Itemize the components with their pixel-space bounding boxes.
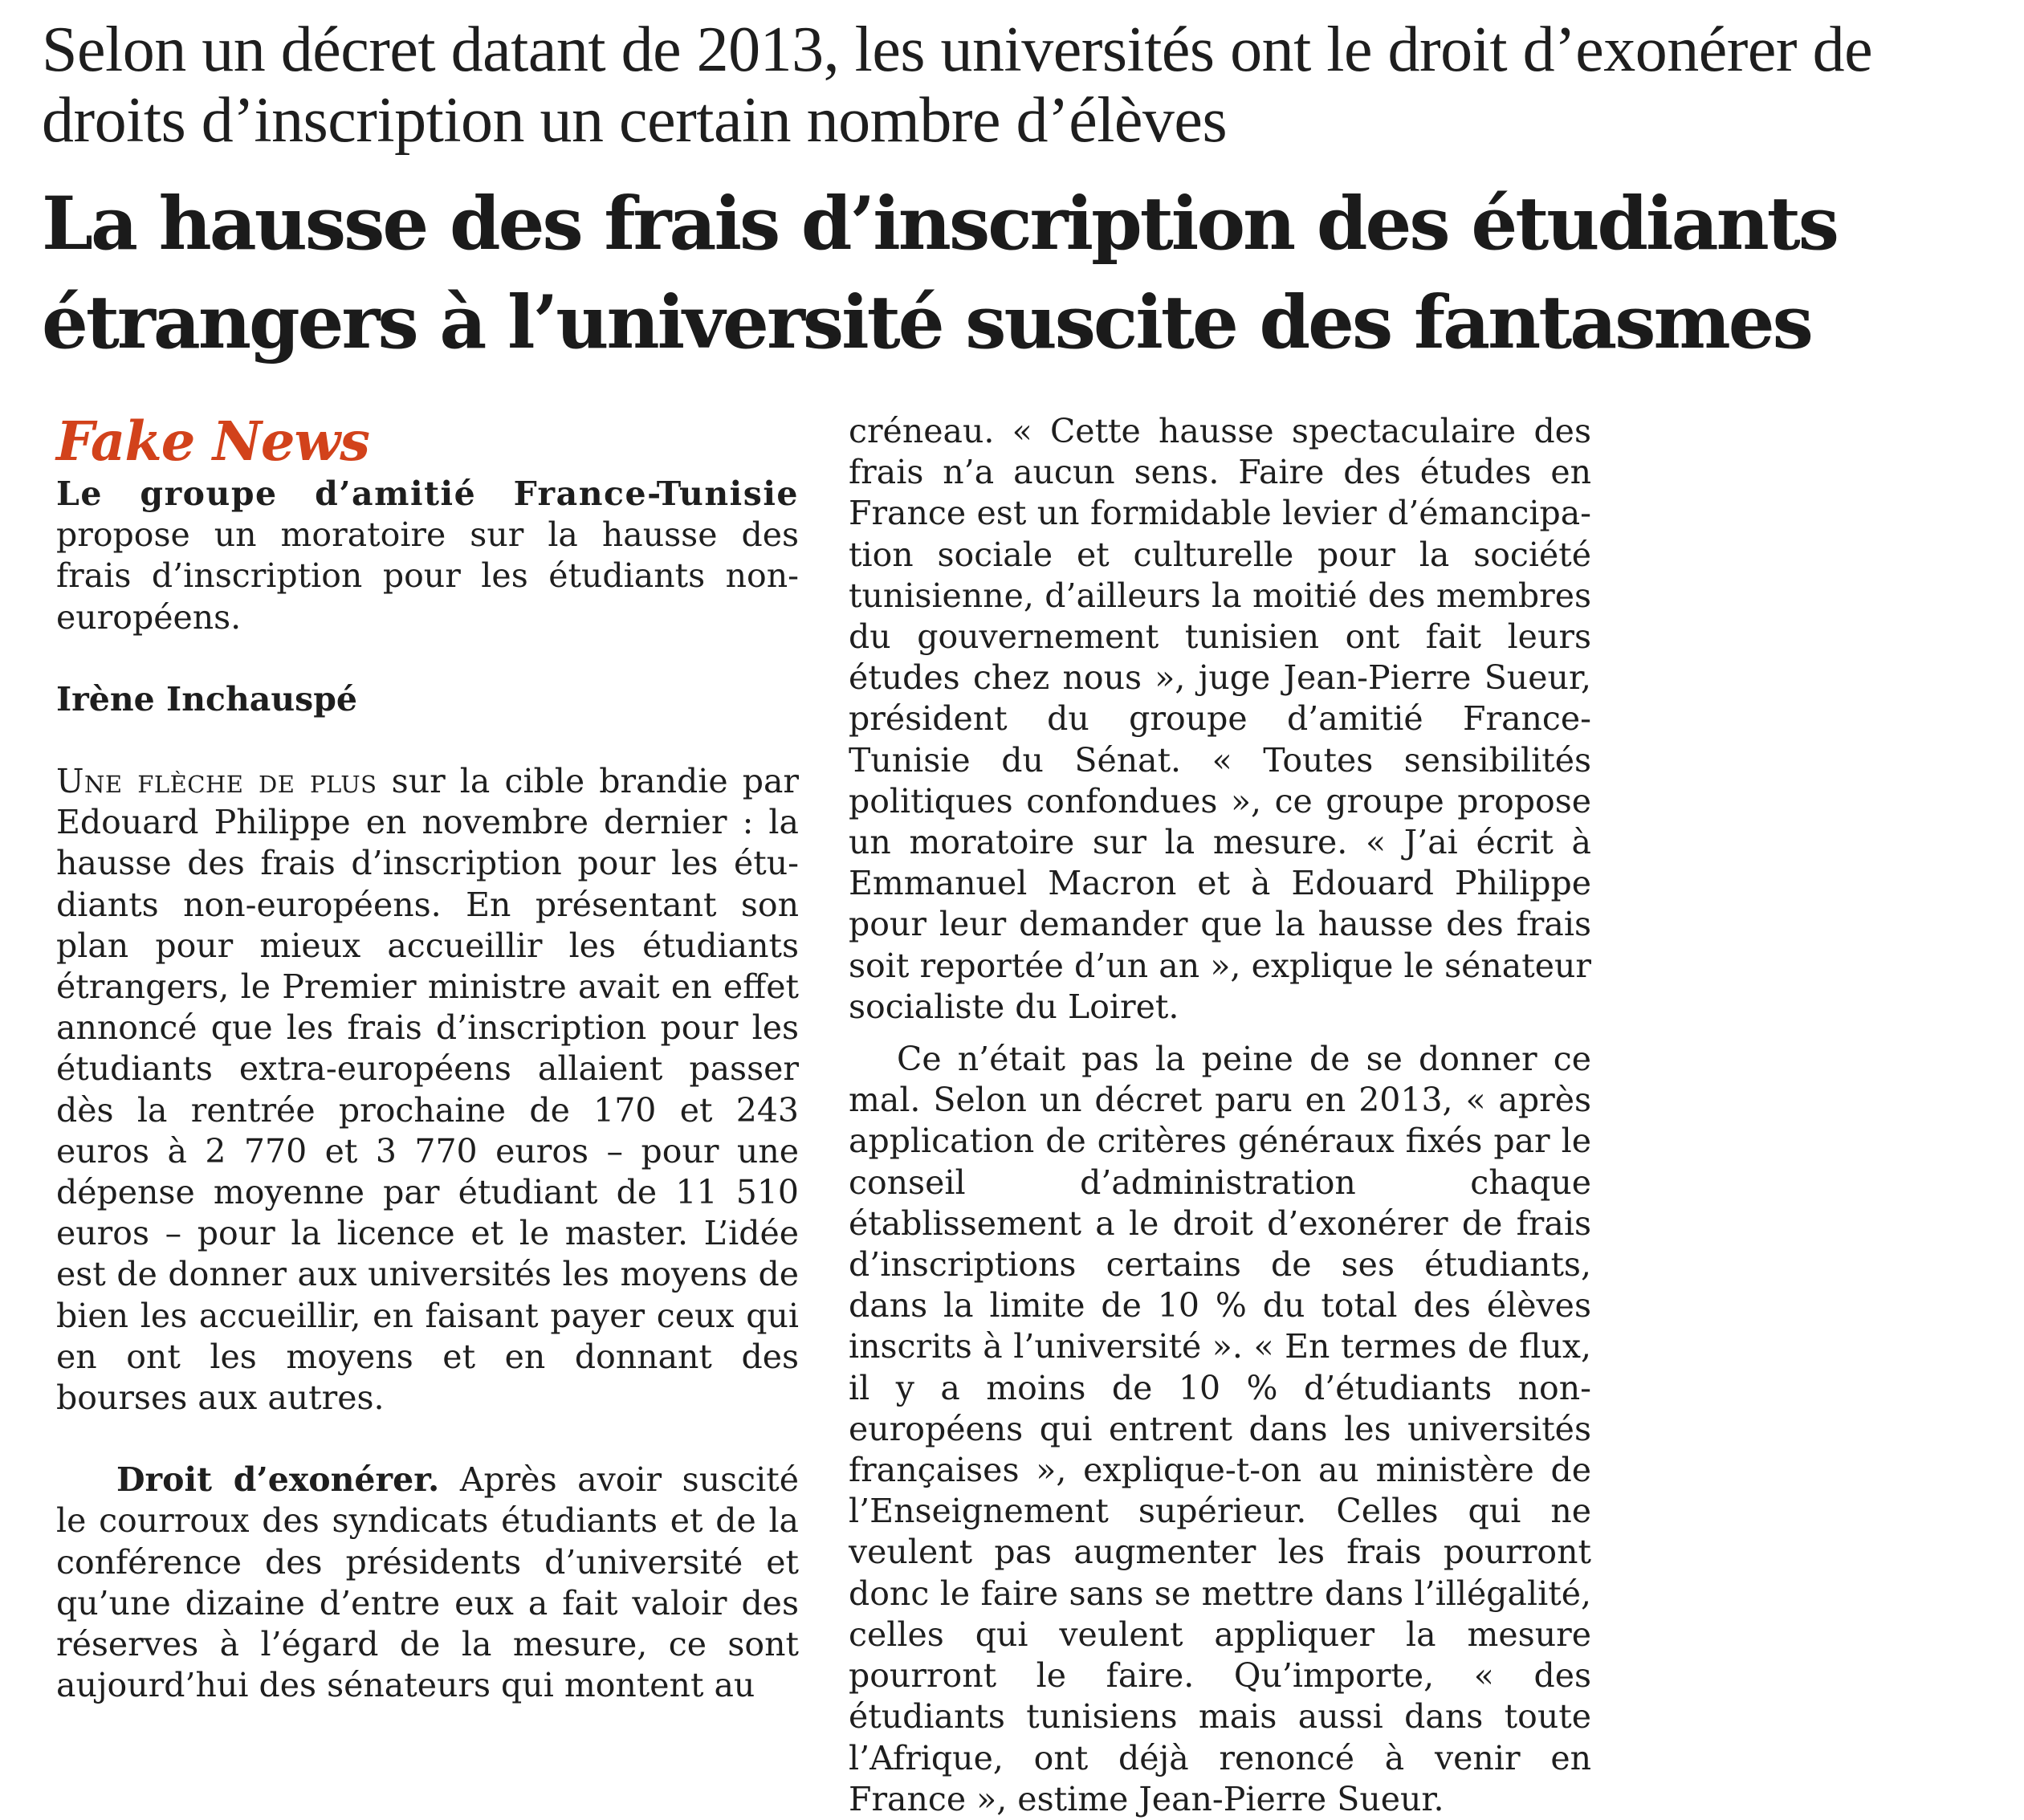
article-kicker: Selon un décret datant de 2013, les universités ont le droit d’exonérer de droits d’inscription un certain nombre d’élèves	[42, 14, 1873, 156]
body-paragraph-3: Ce n’était pas la peine de se donner ce mal. Selon un décret paru en 2013, « après application de critères généraux fixés par le conseil d’administration chaque établissement a le droit d’exonérer de frais d’inscriptions certains de ses étudiants, dans la limite de 10 % du total des élèves inscrits à l’université ». « En termes de flux, il y a moins de 10 % d’étudiants non-européens qui entrent dans les universités françaises », explique-t-on au ministère de l’Enseignement supérieur. Celles qui ne veulent pas augmenter les frais pourront donc le faire sans se mettre dans l’illégalité, celles qui veulent appliquer la mesure pourront le faire. Qu’importe, « des étudiants tunisiens mais aussi dans toute l’Afrique, ont déjà renoncé à venir en France », estime Jean-Pierre Sueur.	[849, 1040, 1591, 1818]
article-column-left	[56, 409, 799, 1706]
standfirst-text: propose un moratoire sur la hausse des frais d’inscription pour les étudiants non-européens.	[56, 515, 799, 637]
body-paragraph-2-text-part-2: créneau. « Cette hausse spectaculaire des frais n’a aucun sens. Faire des études en France est un formidable levier d’émancipation sociale et culturelle pour la société tunisienne, d’ailleurs la moitié des membres du gouvernement tunisien ont fait leurs études chez nous », juge Jean-Pierre Sueur, président du groupe d’amitié France-Tunisie du Sénat. « Toutes sensibilités politiques confondues », ce groupe propose un moratoire sur la mesure. « J’ai écrit à Emmanuel Macron et à Edouard Philippe pour leur demander que la hausse des frais soit reportée d’un an », explique le sénateur socialiste du Loiret.	[849, 412, 1591, 1026]
article-byline: Irène Inchauspé	[56, 679, 358, 719]
article-standfirst	[56, 474, 799, 638]
section-subhead: Droit d’exonérer.	[116, 1460, 440, 1500]
body-paragraph-2-text-part-1: Après avoir suscité le courroux des syndicats étudiants et de la conférence des présidents d’université et qu’une dizaine d’entre eux a fait valoir des réserves à l’égard de la mesure, ce sont aujourd’hui des sénateurs qui montent au	[56, 1460, 799, 1705]
article-column-right	[849, 411, 1591, 1820]
body-paragraph-2-continued	[849, 411, 1591, 1028]
standfirst-lead: Le groupe d’amitié France-Tunisie	[56, 474, 799, 513]
body-lead-in: Une flèche de plus	[56, 762, 377, 801]
body-paragraph-1-text: sur la cible brandie par Edouard Philippe en novembre dernier : la hausse des frais d’inscription pour les étudiants non-européens. En présentant son plan pour mieux accueillir les étudiants étrangers, le Premier ministre avait en effet annoncé que les frais d’inscription pour les étudiants extra-européens allaient passer dès la rentrée prochaine de 170 et 243 euros à 2 770 et 3 770 euros – pour une dépense moyenne par étudiant de 11 510 euros – pour la licence et le master. L’idée est de donner aux universités les moyens de bien les accueillir, en faisant payer ceux qui en ont les moyens et en donnant des bourses aux autres.	[56, 762, 799, 1418]
body-paragraph-2	[56, 1460, 799, 1706]
article-headline: La hausse des frais d’inscription des étudiants étrangers à l’université suscite des fantasmes	[42, 181, 1838, 365]
body-paragraph-1	[56, 761, 799, 1419]
rubric-label: Fake News	[56, 409, 369, 473]
